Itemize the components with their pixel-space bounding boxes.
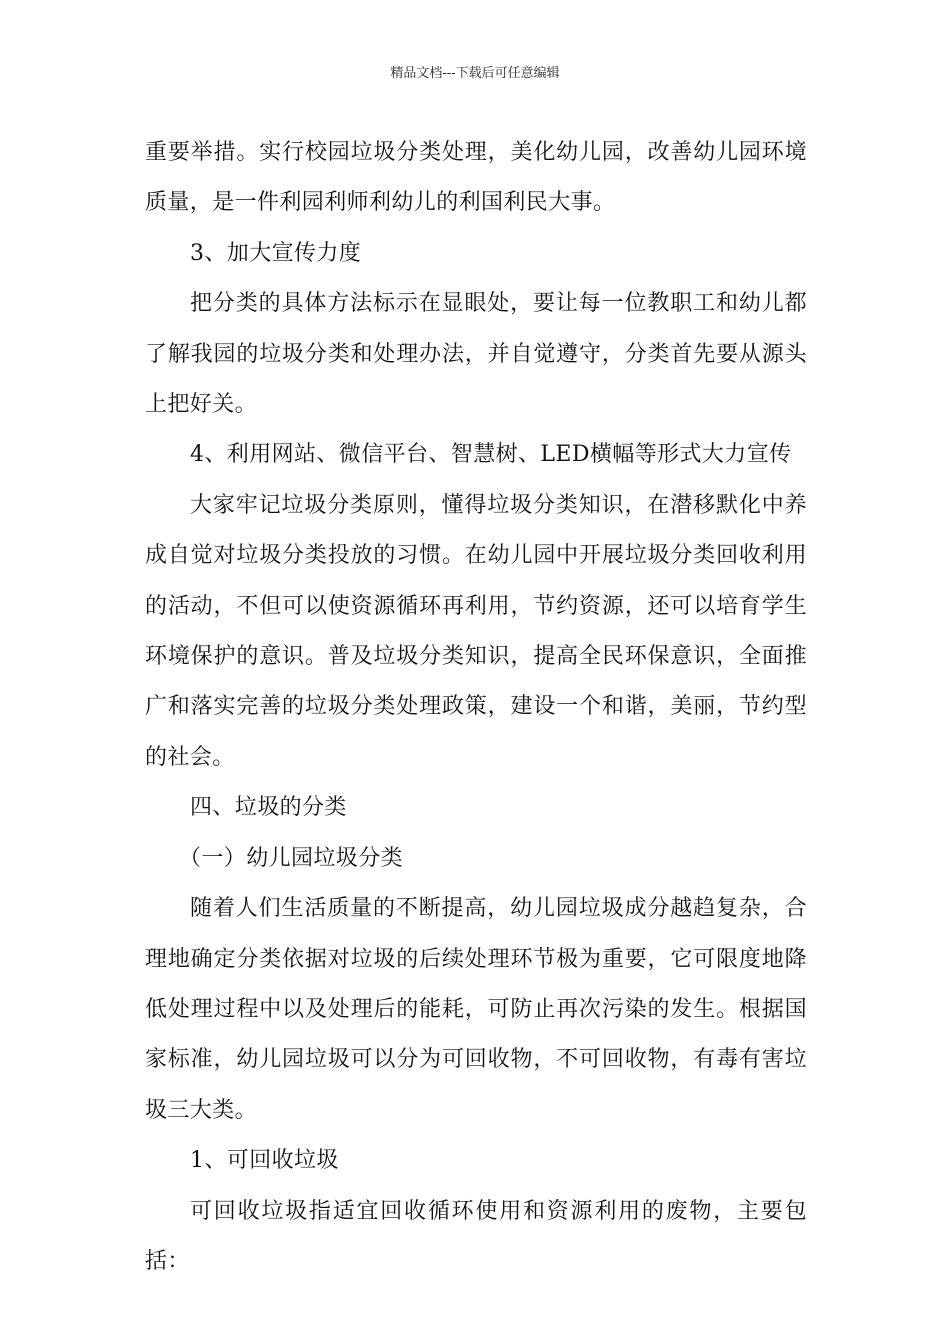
section-heading-publicity: 3、加大宣传力度 [190,240,362,266]
paragraph: 可回收垃圾指适宜回收循环使用和资源利用的废物，主要包括： [145,1198,807,1274]
subsection-heading-kindergarten: （一）幼儿园垃圾分类 [179,845,404,871]
paragraph: 把分类的具体方法标示在显眼处，要让每一位教职工和幼儿都了解我园的垃圾分类和处理办法，并自觉遵守，分类首先要从源头上把好关。 [145,291,807,418]
chapter-heading-classification: 四、垃圾的分类 [190,795,347,821]
document-body [145,128,807,1287]
page-header: 精品文档---下载后可任意编辑 [390,66,560,81]
section-heading-recyclable: 1、可回收垃圾 [190,1148,339,1174]
paragraph-continuation: 重要举措。实行校园垃圾分类处理，美化幼儿园，改善幼儿园环境质量，是一件利园利师利幼儿的利国利民大事。 [145,140,807,216]
paragraph: 随着人们生活质量的不断提高，幼儿园垃圾成分越趋复杂，合理地确定分类依据对垃圾的后续处理环节极为重要，它可限度地降低处理过程中以及处理后的能耗，可防止再次污染的发生。根据国家标准，幼儿园垃圾可以分为可回收物，不可回收物，有毒有害垃圾三大类。 [145,896,807,1123]
section-heading-channels: 4、利用网站、微信平台、智慧树、LED横幅等形式大力宣传 [190,442,792,468]
paragraph: 大家牢记垃圾分类原则，懂得垃圾分类知识，在潜移默化中养成自觉对垃圾分类投放的习惯。在幼儿园中开展垃圾分类回收利用的活动，不但可以使资源循环再利用，节约资源，还可以培育学生环境保护的意识。普及垃圾分类知识，提高全民环保意识，全面推广和落实完善的垃圾分类处理政策，建设一个和谐，美丽，节约型的社会。 [145,492,807,770]
